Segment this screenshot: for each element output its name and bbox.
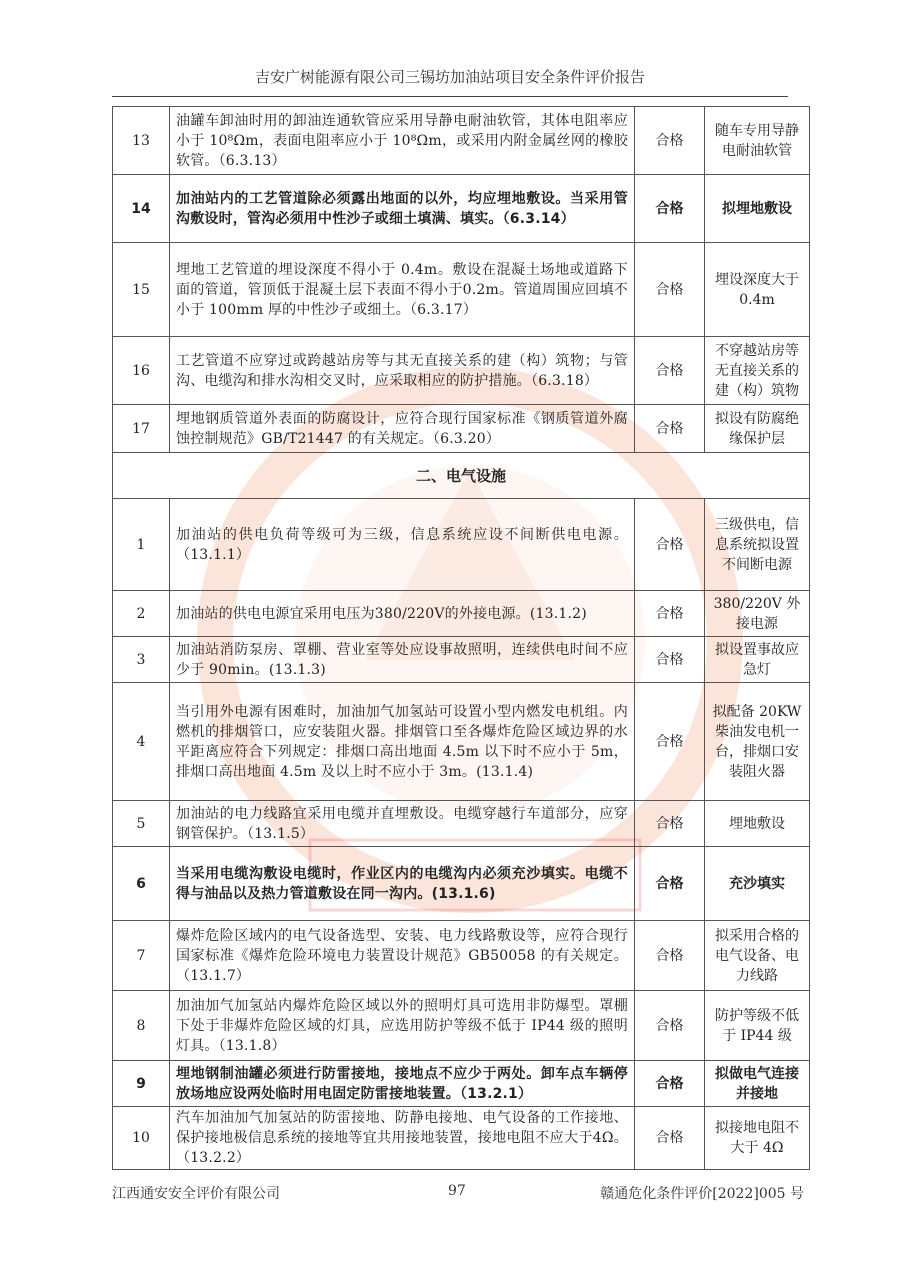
table-row xyxy=(113,847,810,921)
requirement-text: 加油站的供电电源宜采用电压为380/220V的外接电源。(13.1.2) xyxy=(170,591,635,637)
check-result: 合格 xyxy=(635,337,705,405)
table-row xyxy=(113,683,810,801)
item-number: 4 xyxy=(113,683,170,801)
check-result: 合格 xyxy=(635,801,705,847)
check-result: 合格 xyxy=(635,1107,705,1170)
actual-status: 380/220V 外接电源 xyxy=(705,591,810,637)
table-row xyxy=(113,591,810,637)
check-result: 合格 xyxy=(635,405,705,453)
item-number: 8 xyxy=(113,991,170,1061)
actual-status: 拟采用合格的电气设备、电力线路 xyxy=(705,921,810,991)
table-row xyxy=(113,921,810,991)
requirement-text: 油罐车卸油时用的卸油连通软管应采用导静电耐油软管，其体电阻率应小于 10⁸Ωm，表面电阻率应小于 10⁸Ωm，或采用内附金属丝网的橡胶软管。（6.3.13） xyxy=(170,107,635,175)
actual-status: 防护等级不低于 IP44 级 xyxy=(705,991,810,1061)
page-header: 吉安广树能源有限公司三锡坊加油站项目安全条件评价报告 xyxy=(254,68,645,86)
table-row xyxy=(113,107,810,175)
requirement-text: 埋地工艺管道的埋设深度不得小于 0.4m。敷设在混凝土场地或道路下面的管道，管顶低于混凝土层下表面不得小于0.2m。管道周围应回填不小于 100mm 厚的中性沙子或细土。（6.3.17） xyxy=(170,243,635,337)
check-result: 合格 xyxy=(635,637,705,683)
requirement-text: 爆炸危险区域内的电气设备选型、安装、电力线路敷设等，应符合现行国家标准《爆炸危险环境电力装置设计规范》GB50058 的有关规定。（13.1.7） xyxy=(170,921,635,991)
requirement-text: 加油站内的工艺管道除必须露出地面的以外，均应埋地敷设。当采用管沟敷设时，管沟必须用中性沙子或细土填满、填实。（6.3.14） xyxy=(170,175,635,243)
actual-status: 拟接地电阻不大于 4Ω xyxy=(705,1107,810,1170)
requirement-text: 当采用电缆沟敷设电缆时，作业区内的电缆沟内必须充沙填实。电缆不得与油品以及热力管道敷设在同一沟内。(13.1.6) xyxy=(170,847,635,921)
table-row xyxy=(113,175,810,243)
check-result: 合格 xyxy=(635,991,705,1061)
check-result: 合格 xyxy=(635,683,705,801)
item-number: 9 xyxy=(113,1061,170,1107)
requirement-text: 当引用外电源有困难时，加油加气加氢站可设置小型内燃发电机组。内燃机的排烟管口，应安装阻火器。排烟管口至各爆炸危险区域边界的水平距离应符合下列规定：排烟口高出地面 4.5m 以下时不应小于 5m，排烟口高出地面 4.5m 及以上时不应小于 3m。(13.1.4) xyxy=(170,683,635,801)
table-row xyxy=(113,405,810,453)
item-number: 16 xyxy=(113,337,170,405)
check-result: 合格 xyxy=(635,921,705,991)
actual-status: 拟设置事故应急灯 xyxy=(705,637,810,683)
table-row xyxy=(113,243,810,337)
item-number: 15 xyxy=(113,243,170,337)
requirement-text: 工艺管道不应穿过或跨越站房等与其无直接关系的建（构）筑物；与管沟、电缆沟和排水沟相交叉时，应采取相应的防护措施。（6.3.18） xyxy=(170,337,635,405)
item-number: 6 xyxy=(113,847,170,921)
check-result: 合格 xyxy=(635,175,705,243)
actual-status: 三级供电，信息系统拟设置不间断电源 xyxy=(705,499,810,591)
item-number: 3 xyxy=(113,637,170,683)
item-number: 14 xyxy=(113,175,170,243)
page-number: 97 xyxy=(448,1183,466,1199)
table-row xyxy=(113,499,810,591)
item-number: 13 xyxy=(113,107,170,175)
requirement-text: 埋地钢质管道外表面的防腐设计，应符合现行国家标准《钢质管道外腐蚀控制规范》GB/T21447 的有关规定。（6.3.20） xyxy=(170,405,635,453)
item-number: 2 xyxy=(113,591,170,637)
document-number: 赣通危化条件评价[2022]005 号 xyxy=(600,1186,804,1202)
requirement-text: 加油站的供电负荷等级可为三级，信息系统应设不间断供电电源。（13.1.1） xyxy=(170,499,635,591)
table-row xyxy=(113,801,810,847)
requirement-text: 汽车加油加气加氢站的防雷接地、防静电接地、电气设备的工作接地、保护接地极信息系统的接地等宜共用接地装置，接地电阻不应大于4Ω。（13.2.2） xyxy=(170,1107,635,1170)
actual-status: 不穿越站房等无直接关系的建（构）筑物 xyxy=(705,337,810,405)
requirements-table xyxy=(112,106,810,1170)
requirement-text: 加油站的电力线路宜采用电缆并直埋敷设。电缆穿越行车道部分，应穿钢管保护。（13.1.5） xyxy=(170,801,635,847)
actual-status: 拟设有防腐绝缘保护层 xyxy=(705,405,810,453)
actual-status: 埋地敷设 xyxy=(705,801,810,847)
check-result: 合格 xyxy=(635,591,705,637)
check-result: 合格 xyxy=(635,1061,705,1107)
requirement-text: 埋地钢制油罐必须进行防雷接地，接地点不应少于两处。卸车点车辆停放场地应设两处临时用电固定防雷接地装置。（13.2.1） xyxy=(170,1061,635,1107)
actual-status: 充沙填实 xyxy=(705,847,810,921)
check-result: 合格 xyxy=(635,243,705,337)
table-row xyxy=(113,1107,810,1170)
actual-status: 拟埋地敷设 xyxy=(705,175,810,243)
table-row xyxy=(113,991,810,1061)
header-divider xyxy=(112,96,788,97)
table-row xyxy=(113,637,810,683)
actual-status: 随车专用导静电耐油软管 xyxy=(705,107,810,175)
table-row xyxy=(113,337,810,405)
requirement-text: 加油加气加氢站内爆炸危险区域以外的照明灯具可选用非防爆型。罩棚下处于非爆炸危险区域的灯具，应选用防护等级不低于 IP44 级的照明灯具。（13.1.8） xyxy=(170,991,635,1061)
item-number: 10 xyxy=(113,1107,170,1170)
check-result: 合格 xyxy=(635,847,705,921)
check-result: 合格 xyxy=(635,107,705,175)
item-number: 1 xyxy=(113,499,170,591)
section-title-row xyxy=(113,453,810,499)
actual-status: 埋设深度大于0.4m xyxy=(705,243,810,337)
actual-status: 拟配备 20KW 柴油发电机一台，排烟口安装阻火器 xyxy=(705,683,810,801)
actual-status: 拟做电气连接并接地 xyxy=(705,1061,810,1107)
item-number: 5 xyxy=(113,801,170,847)
check-result: 合格 xyxy=(635,499,705,591)
table-row xyxy=(113,1061,810,1107)
item-number: 7 xyxy=(113,921,170,991)
section-title: 二、电气设施 xyxy=(113,453,810,499)
footer-company: 江西通安安全评价有限公司 xyxy=(112,1186,280,1202)
item-number: 17 xyxy=(113,405,170,453)
requirement-text: 加油站消防泵房、罩棚、营业室等处应设事故照明，连续供电时间不应少于 90min。(13.1.3) xyxy=(170,637,635,683)
